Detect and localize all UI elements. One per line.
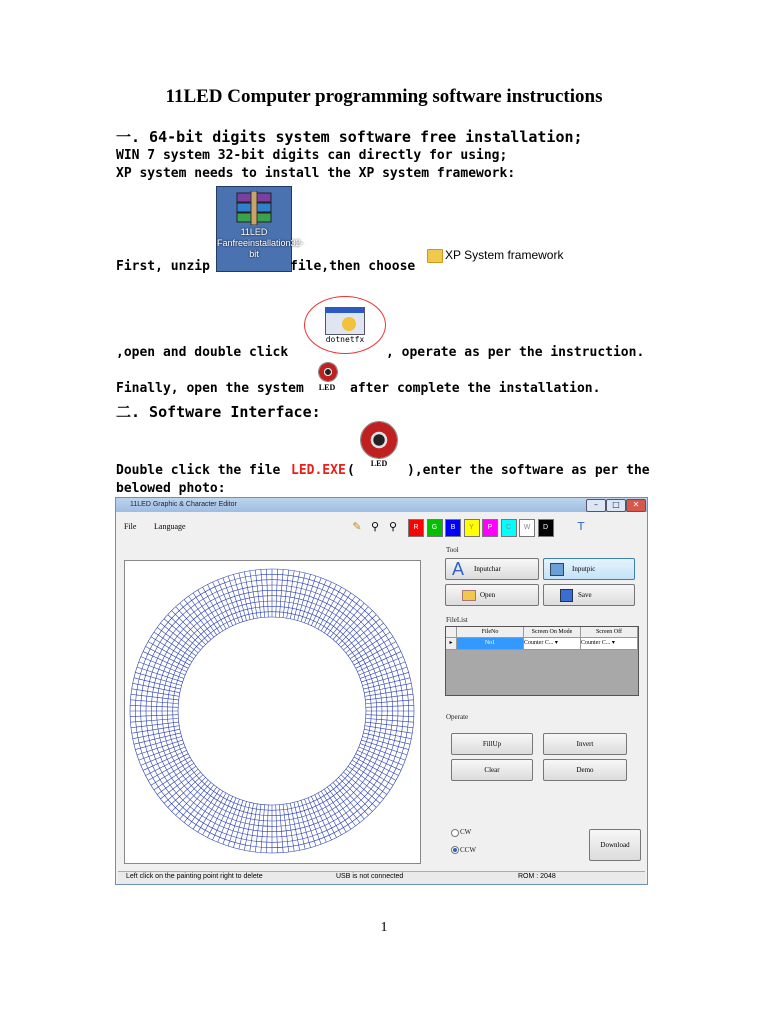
status-hint: Left click on the painting point right to delete (126, 873, 263, 880)
save-button[interactable]: Save (543, 584, 635, 606)
col-fileno: FileNo (457, 627, 524, 638)
color-swatch-g[interactable]: G (427, 519, 443, 537)
app-screenshot (115, 497, 648, 885)
led-icon-label: LED (370, 459, 388, 468)
color-swatch-b[interactable]: B (445, 519, 461, 537)
table-row-fileno[interactable]: No1 (457, 638, 524, 650)
zoom-in-icon[interactable]: ⚲ (388, 520, 398, 533)
letter-a-icon: A (452, 559, 465, 579)
ccw-radio[interactable] (451, 846, 459, 854)
painting-canvas[interactable] (124, 560, 421, 864)
table-row-screen-on[interactable]: Counter C... ▾ (524, 638, 581, 650)
text-tool-icon[interactable]: T (577, 520, 585, 533)
status-usb: USB is not connected (336, 873, 404, 880)
first-unzip-text: First, unzip (116, 259, 210, 274)
color-swatch-p[interactable]: P (482, 519, 498, 537)
double-click-text: Double click the file (116, 463, 281, 478)
led-ring-grid[interactable] (125, 561, 420, 863)
tool-group-label: Tool (446, 546, 459, 554)
dotnetfx-label: dotnetfx (325, 335, 365, 344)
paren-open: ( (347, 463, 355, 478)
ccw-label: CCW (460, 846, 476, 854)
open-text: ,open and double click (116, 345, 289, 360)
document-title: 11LED Computer programming software instructions (165, 86, 603, 107)
color-swatch-c[interactable]: C (501, 519, 517, 537)
inputpic-button[interactable]: Inputpic (543, 558, 635, 580)
menu-language[interactable]: Language (154, 522, 186, 531)
first-choose-text: file,then choose (290, 259, 416, 274)
winrar-archive-icon (216, 186, 304, 272)
clear-button[interactable]: Clear (451, 759, 533, 781)
belowed-photo-text: belowed photo: (116, 481, 226, 496)
led-fan-small-icon (318, 362, 338, 382)
demo-button[interactable]: Demo (543, 759, 627, 781)
zoom-out-icon[interactable]: ⚲ (370, 520, 380, 533)
open-folder-icon (462, 590, 476, 601)
app-window-title: 11LED Graphic & Character Editor (130, 501, 237, 508)
col-screen-on-mode: Screen On Mode (524, 627, 581, 638)
minimize-icon[interactable]: – (586, 499, 606, 512)
close-icon[interactable]: ✕ (626, 499, 646, 512)
finally-text: Finally, open the system (116, 381, 304, 396)
dotnetfx-icon (304, 296, 386, 354)
shield-icon (342, 317, 356, 331)
filelist-group-label: FileList (446, 616, 468, 624)
filelist-table[interactable] (445, 626, 639, 696)
led-fan-icon (360, 421, 398, 459)
save-disk-icon (560, 589, 573, 602)
operate-group-label: Operate (446, 713, 469, 721)
section2-heading: 二. Software Interface: (116, 403, 321, 421)
enter-software-text: ),enter the software as per the (407, 463, 650, 478)
section1-heading: 一. 64-bit digits system software free installation; (116, 128, 583, 146)
operate-text: , operate as per the instruction. (386, 345, 645, 360)
picture-icon (550, 563, 564, 576)
open-button[interactable]: Open (445, 584, 539, 606)
pencil-icon[interactable]: ✎ (352, 520, 362, 533)
xp-framework-folder-label: XP System framework (445, 248, 564, 262)
row-selector-icon: ▸ (446, 638, 457, 650)
led-small-label: LED (318, 383, 336, 392)
page-number: 1 (380, 920, 388, 935)
color-swatch-w[interactable]: W (519, 519, 535, 537)
led-exe-filename: LED.EXE (291, 463, 346, 478)
rar-books-icon (235, 191, 273, 225)
download-button[interactable]: Download (589, 829, 641, 861)
inputchar-button[interactable]: A Inputchar (445, 558, 539, 580)
cw-radio[interactable] (451, 829, 459, 837)
invert-button[interactable]: Invert (543, 733, 627, 755)
fillup-button[interactable]: FillUp (451, 733, 533, 755)
color-swatch-y[interactable]: Y (464, 519, 480, 537)
win7-line: WIN 7 system 32-bit digits can directly for using; (116, 148, 508, 163)
table-row-screen-off[interactable]: Counter C... ▾ (581, 638, 638, 650)
xp-line: XP system needs to install the XP system framework: (116, 166, 516, 181)
col-screen-off: Screen Off (581, 627, 638, 638)
cw-label: CW (460, 828, 472, 836)
menu-file[interactable]: File (124, 522, 137, 531)
color-swatch-r[interactable]: R (408, 519, 424, 537)
rar-icon-caption: 11LED Fanfreeinstallation32-bit (217, 227, 304, 259)
after-install-text: after complete the installation. (350, 381, 601, 396)
status-bar (118, 871, 645, 884)
maximize-icon[interactable]: □ (606, 499, 626, 512)
app-titlebar (116, 498, 647, 512)
status-rom: ROM : 2048 (518, 873, 556, 880)
installer-window-icon (325, 307, 365, 335)
folder-icon (427, 249, 443, 263)
color-swatch-d[interactable]: D (538, 519, 554, 537)
